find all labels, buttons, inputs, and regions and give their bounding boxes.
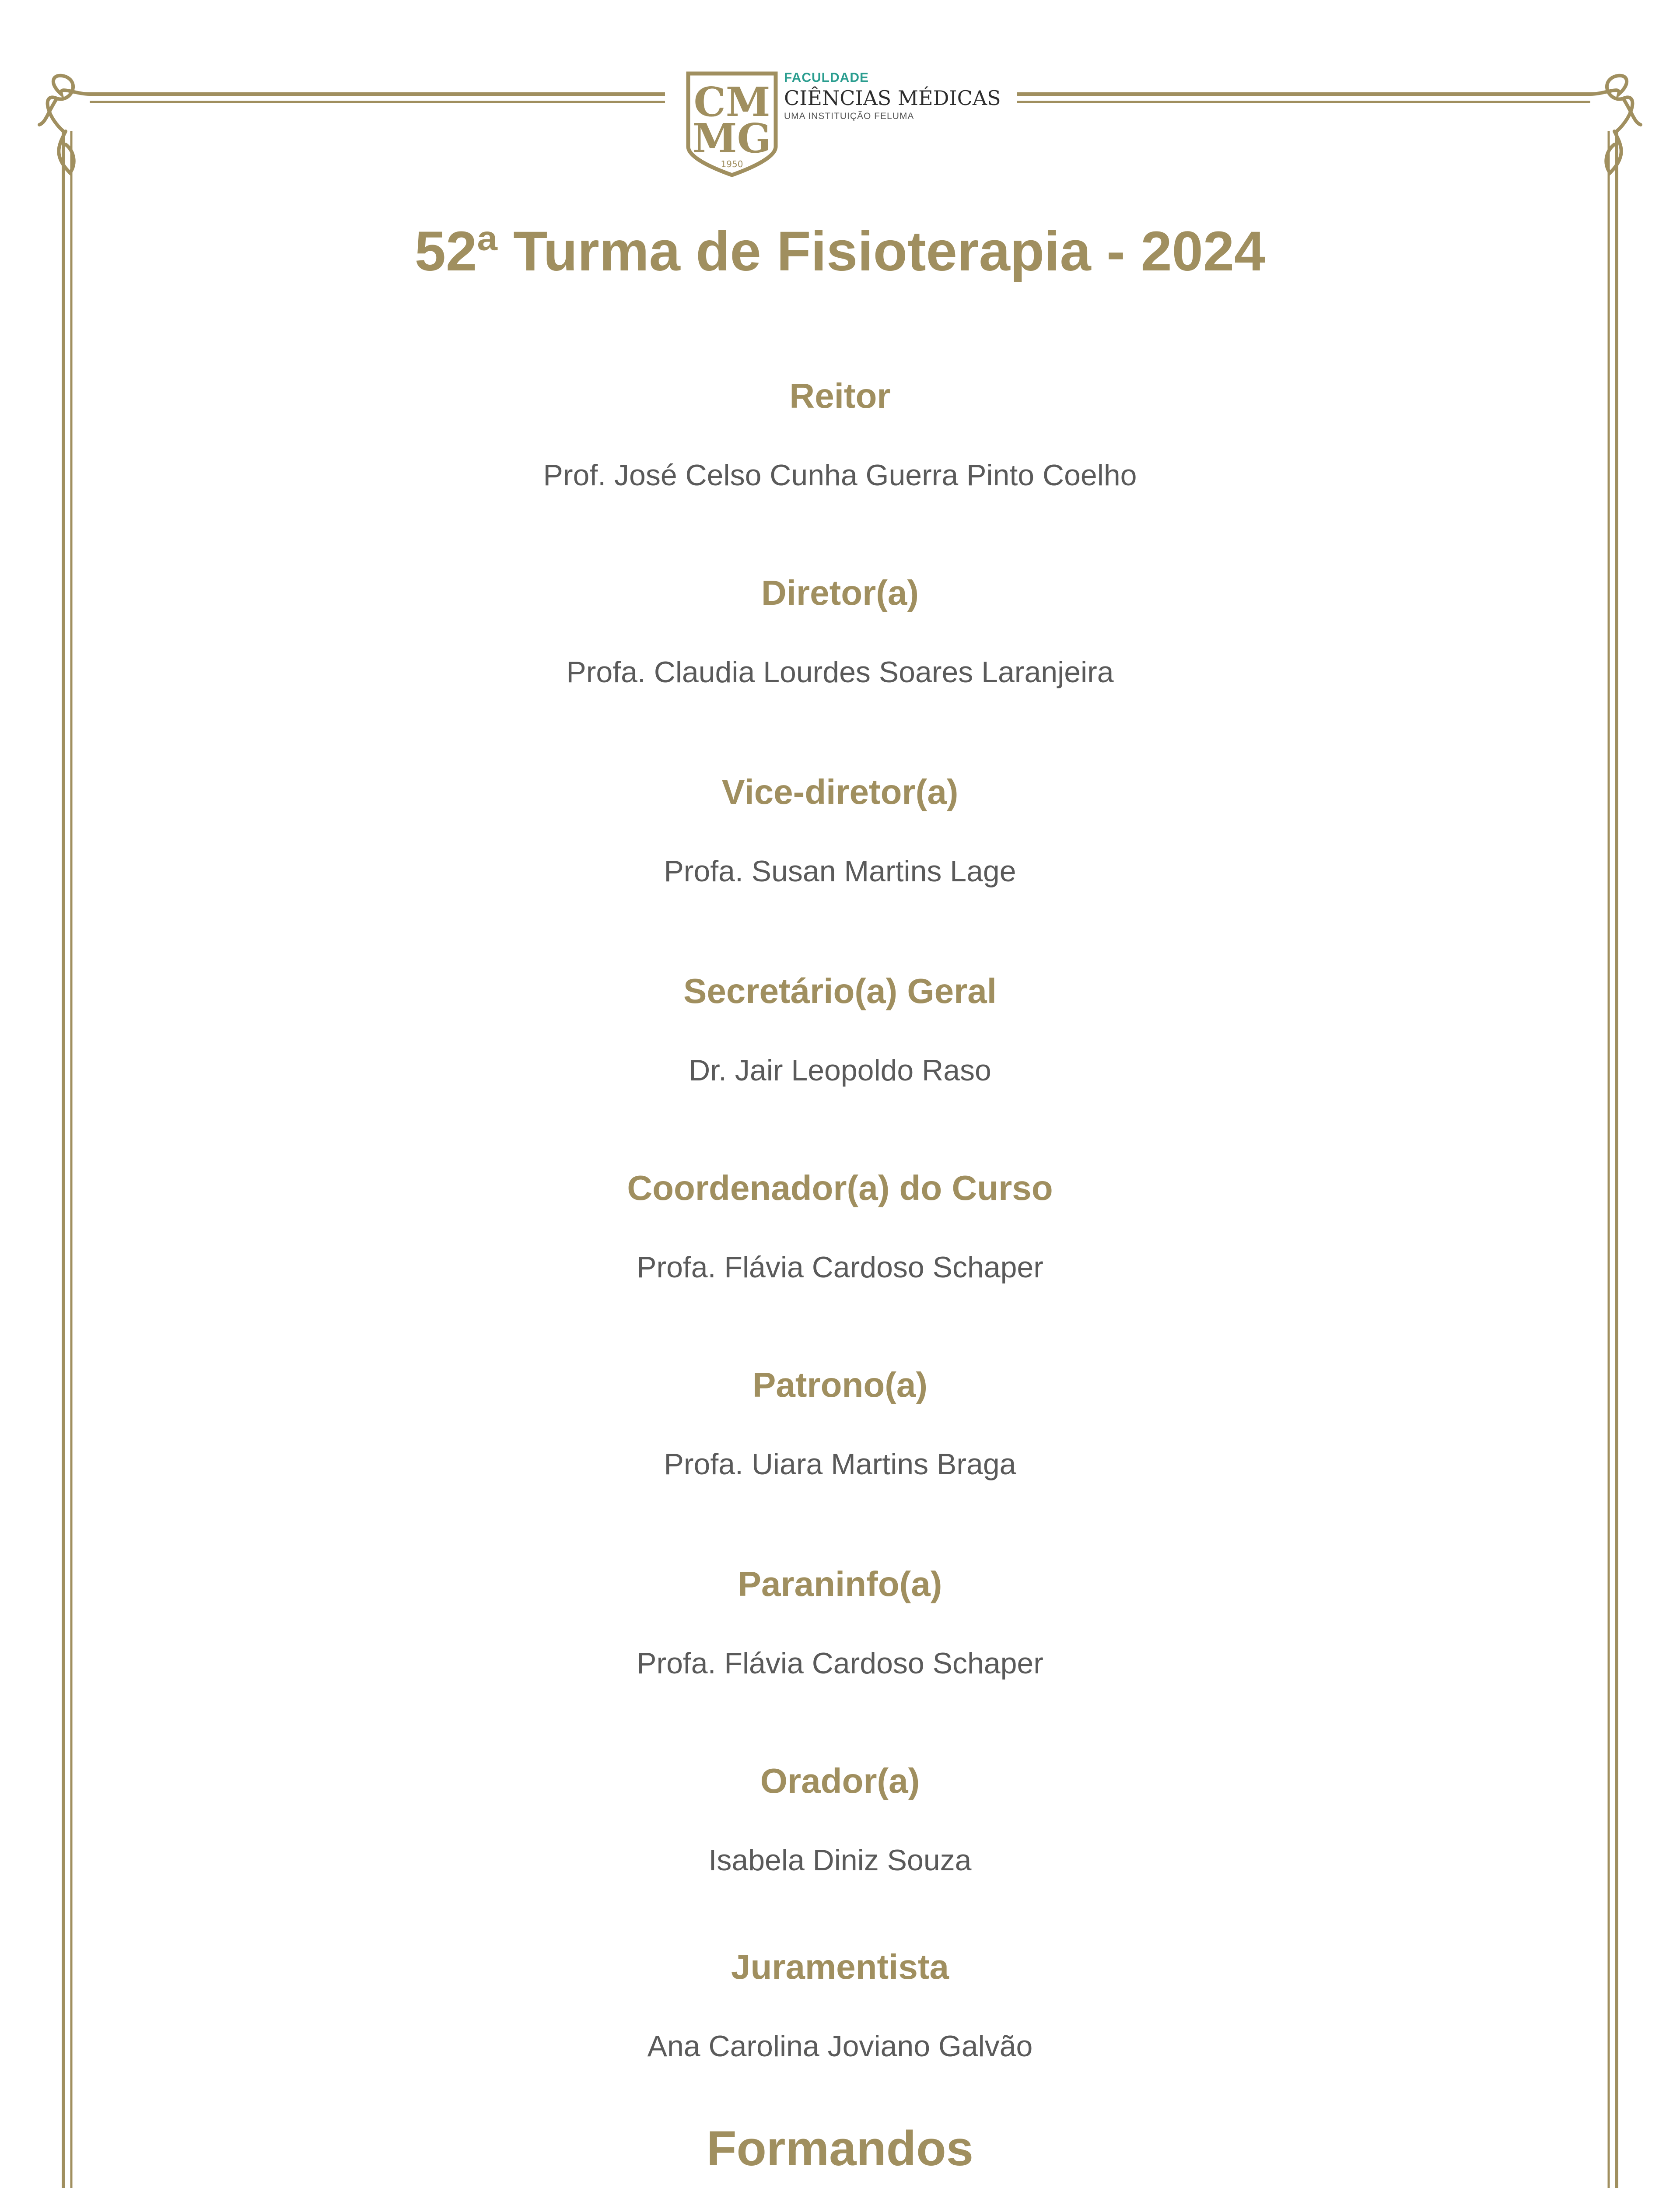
role-name: Profa. Flávia Cardoso Schaper (637, 1251, 1043, 1284)
logo-faculdade: FACULDADE (784, 70, 869, 85)
role-name: Dr. Jair Leopoldo Raso (689, 1054, 991, 1087)
role-title: Orador(a) (760, 1761, 920, 1800)
role-title: Vice-diretor(a) (721, 772, 959, 811)
role-diretor (0, 571, 1680, 692)
role-name: Profa. Claudia Lourdes Soares Laranjeira (566, 656, 1114, 689)
svg-text:1950: 1950 (721, 159, 743, 169)
role-name: Profa. Susan Martins Lage (664, 855, 1016, 888)
role-title: Coordenador(a) do Curso (627, 1168, 1053, 1207)
svg-text:CM: CM (693, 78, 770, 126)
role-juramentista (0, 1945, 1680, 2066)
role-name: Ana Carolina Joviano Galvão (647, 2030, 1033, 2063)
role-orador (0, 1759, 1680, 1880)
role-secretario-geral (0, 969, 1680, 1090)
role-name: Isabela Diniz Souza (708, 1844, 972, 1877)
role-name: Profa. Uiara Martins Braga (664, 1448, 1016, 1481)
formandos-title: Formandos (707, 2121, 973, 2176)
role-coordenador (0, 1166, 1680, 1287)
logo-subtitle: UMA INSTITUIÇÃO FELUMA (784, 111, 914, 121)
role-paraninfo (0, 1562, 1680, 1683)
role-title: Patrono(a) (752, 1365, 928, 1404)
role-reitor (0, 374, 1680, 495)
role-vice-diretor (0, 770, 1680, 891)
logo-wordmark (784, 70, 1012, 123)
role-title: Reitor (789, 376, 891, 415)
role-name: Profa. Flávia Cardoso Schaper (637, 1647, 1043, 1680)
svg-text:MG: MG (692, 115, 772, 162)
page-title: 52ª Turma de Fisioterapia - 2024 (414, 220, 1266, 283)
logo-name: CIÊNCIAS MÉDICAS (784, 86, 1001, 110)
role-title: Secretário(a) Geral (683, 971, 997, 1010)
role-name: Prof. José Celso Cunha Guerra Pinto Coelho (543, 459, 1137, 492)
role-title: Juramentista (731, 1947, 949, 1986)
role-title: Diretor(a) (761, 573, 919, 612)
role-patrono (0, 1363, 1680, 1484)
role-title: Paraninfo(a) (738, 1564, 942, 1603)
